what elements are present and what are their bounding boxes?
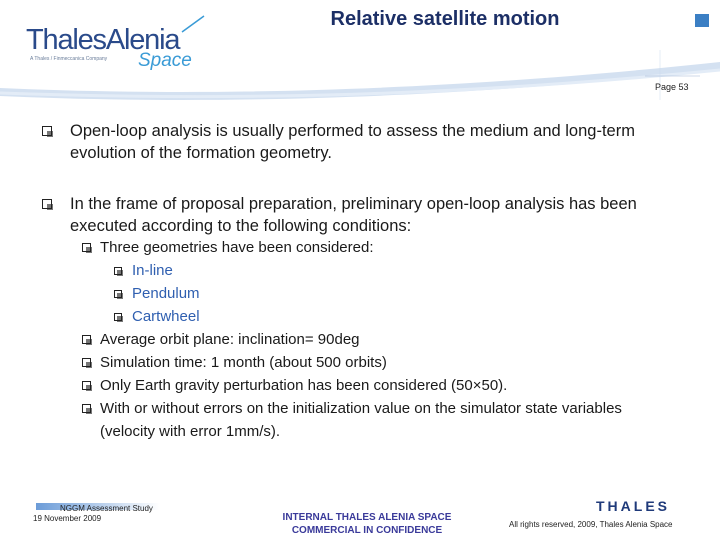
thales-logo: THALES	[596, 498, 670, 514]
checkbox-bullet-icon	[42, 126, 52, 136]
corner-accent	[695, 14, 709, 27]
logo-tagline: A Thales / Finmeccanica Company	[30, 56, 108, 62]
logo-brand: ThalesAlenia	[26, 24, 180, 56]
checkbox-bullet-icon	[114, 267, 122, 275]
checkbox-bullet-icon	[82, 335, 91, 344]
footer-copyright: All rights reserved, 2009, Thales Alenia Space	[509, 520, 673, 529]
page-title: Relative satellite motion	[330, 8, 560, 30]
checkbox-bullet-icon	[82, 243, 91, 252]
logo-star-icon	[178, 14, 208, 36]
checkbox-bullet-icon	[82, 381, 91, 390]
footer-project: NGGM Assessment Study	[60, 504, 153, 513]
logo-space: Space	[138, 50, 192, 71]
checkbox-bullet-icon	[42, 199, 52, 209]
checkbox-bullet-icon	[114, 290, 122, 298]
confidentiality-notice: INTERNAL THALES ALENIA SPACE COMMERCIAL IN CONFIDENCE	[282, 512, 452, 536]
checkbox-bullet-icon	[114, 313, 122, 321]
checkbox-bullet-icon	[82, 404, 91, 413]
page-number: Page 53	[655, 82, 689, 92]
checkbox-bullet-icon	[82, 358, 91, 367]
footer-date: 19 November 2009	[33, 514, 102, 523]
thales-alenia-logo	[26, 14, 226, 84]
